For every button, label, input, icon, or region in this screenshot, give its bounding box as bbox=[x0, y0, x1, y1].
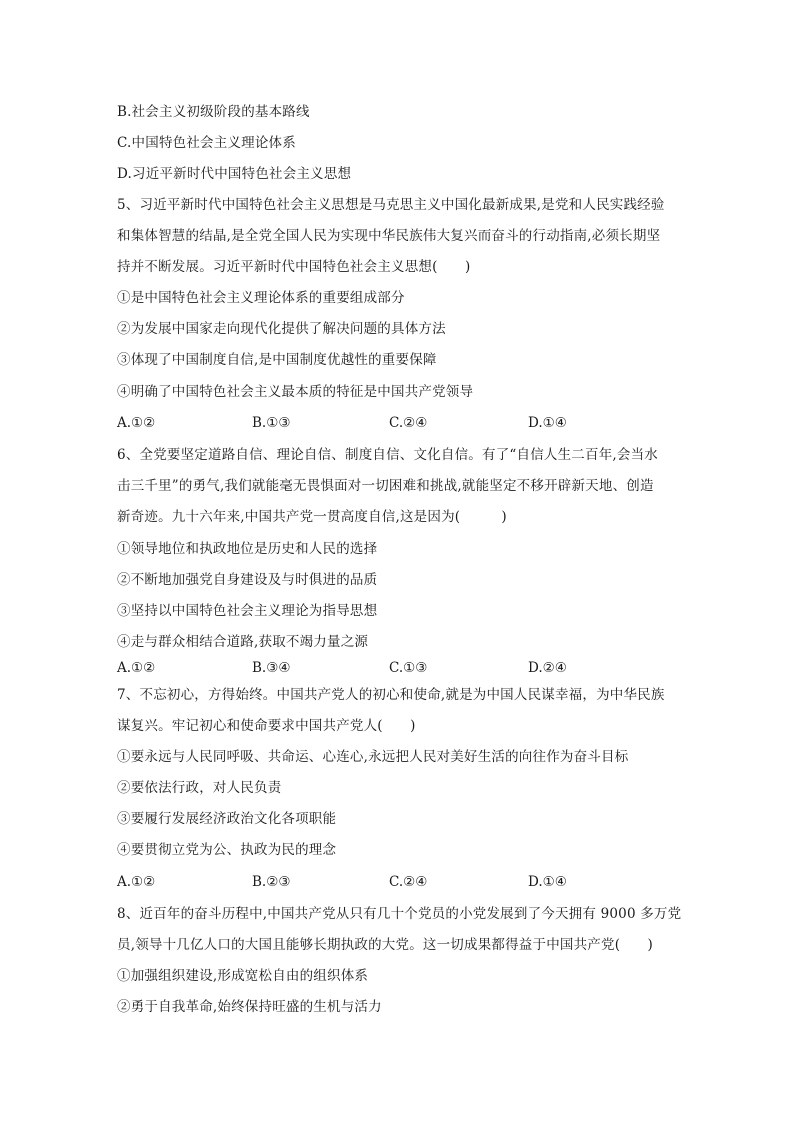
q6-statement-1: ①领导地位和执政地位是历史和人民的选择 bbox=[117, 541, 378, 557]
q6-choice-a: A.①② bbox=[117, 660, 156, 676]
q5-choice-b: B.①③ bbox=[252, 415, 291, 431]
option-b-prev: B.社会主义初级阶段的基本路线 bbox=[117, 104, 310, 120]
q6-statement-2: ②不断地加强党自身建设及与时俱进的品质 bbox=[117, 572, 378, 588]
q7-choice-d: D.①④ bbox=[528, 874, 567, 890]
q7-choice-b: B.②③ bbox=[252, 874, 291, 890]
q7-stem-line-1: 7、不忘初心，方得始终。中国共产党人的初心和使命,就是为中国人民谋幸福，为中华民族 bbox=[117, 687, 665, 703]
q5-choice-c: C.②④ bbox=[389, 415, 428, 431]
q5-choice-d: D.①④ bbox=[528, 415, 567, 431]
q5-statement-3: ③体现了中国制度自信,是中国制度优越性的重要保障 bbox=[117, 352, 437, 368]
q5-statement-1: ①是中国特色社会主义理论体系的重要组成部分 bbox=[117, 290, 405, 306]
q8-statement-2: ②勇于自我革命,始终保持旺盛的生机与活力 bbox=[117, 999, 382, 1015]
q5-statement-2: ②为发展中国家走向现代化提供了解决问题的具体方法 bbox=[117, 321, 446, 337]
q6-choice-d: D.②④ bbox=[528, 660, 567, 676]
q6-stem-line-2: 击三千里”的勇气,我们就能毫无畏惧面对一切困难和挑战,就能坚定不移开辟新天地、创造 bbox=[117, 478, 654, 494]
q8-stem-line-1: 8、近百年的奋斗历程中,中国共产党从只有几十个党员的小党发展到了今天拥有 9000 多万党 bbox=[117, 906, 682, 922]
q8-stem-line-2: 员,领导十几亿人口的大国且能够长期执政的大党。这一切成果都得益于中国共产党( ) bbox=[117, 937, 654, 953]
q5-stem-line-3: 持并不断发展。习近平新时代中国特色社会主义思想( ) bbox=[117, 259, 471, 275]
q7-statement-1: ①要永远与人民同呼吸、共命运、心连心,永远把人民对美好生活的向往作为奋斗目标 bbox=[117, 749, 629, 765]
q6-choice-c: C.①③ bbox=[389, 660, 428, 676]
q7-statement-2: ②要依法行政，对人民负责 bbox=[117, 780, 282, 796]
q6-statement-4: ④走与群众相结合道路,获取不竭力量之源 bbox=[117, 634, 369, 650]
q5-stem-line-1: 5、习近平新时代中国特色社会主义思想是马克思主义中国化最新成果,是党和人民实践经验 bbox=[117, 197, 665, 213]
q6-stem-line-3: 新奇迹。九十六年来,中国共产党一贯高度自信,这是因为( ) bbox=[117, 509, 507, 525]
q7-choice-a: A.①② bbox=[117, 874, 156, 890]
q7-stem-line-2: 谋复兴。牢记初心和使命要求中国共产党人( ) bbox=[117, 718, 416, 734]
q7-statement-4: ④要贯彻立党为公、执政为民的理念 bbox=[117, 842, 337, 858]
q5-statement-4: ④明确了中国特色社会主义最本质的特征是中国共产党领导 bbox=[117, 384, 474, 400]
q6-choice-b: B.③④ bbox=[252, 660, 291, 676]
q5-choice-a: A.①② bbox=[117, 415, 156, 431]
option-c-prev: C.中国特色社会主义理论体系 bbox=[117, 135, 296, 151]
option-d-prev: D.习近平新时代中国特色社会主义思想 bbox=[117, 166, 352, 182]
q7-choice-c: C.②④ bbox=[389, 874, 428, 890]
q8-statement-1: ①加强组织建设,形成宽松自由的组织体系 bbox=[117, 968, 369, 984]
q5-stem-line-2: 和集体智慧的结晶,是全党全国人民为实现中华民族伟大复兴而奋斗的行动指南,必须长期坚 bbox=[117, 228, 661, 244]
q6-statement-3: ③坚持以中国特色社会主义理论为指导思想 bbox=[117, 603, 378, 619]
q7-statement-3: ③要履行发展经济政治文化各项职能 bbox=[117, 811, 337, 827]
q6-stem-line-1: 6、全党要坚定道路自信、理论自信、制度自信、文化自信。有了“自信人生二百年,会当水 bbox=[117, 447, 658, 463]
